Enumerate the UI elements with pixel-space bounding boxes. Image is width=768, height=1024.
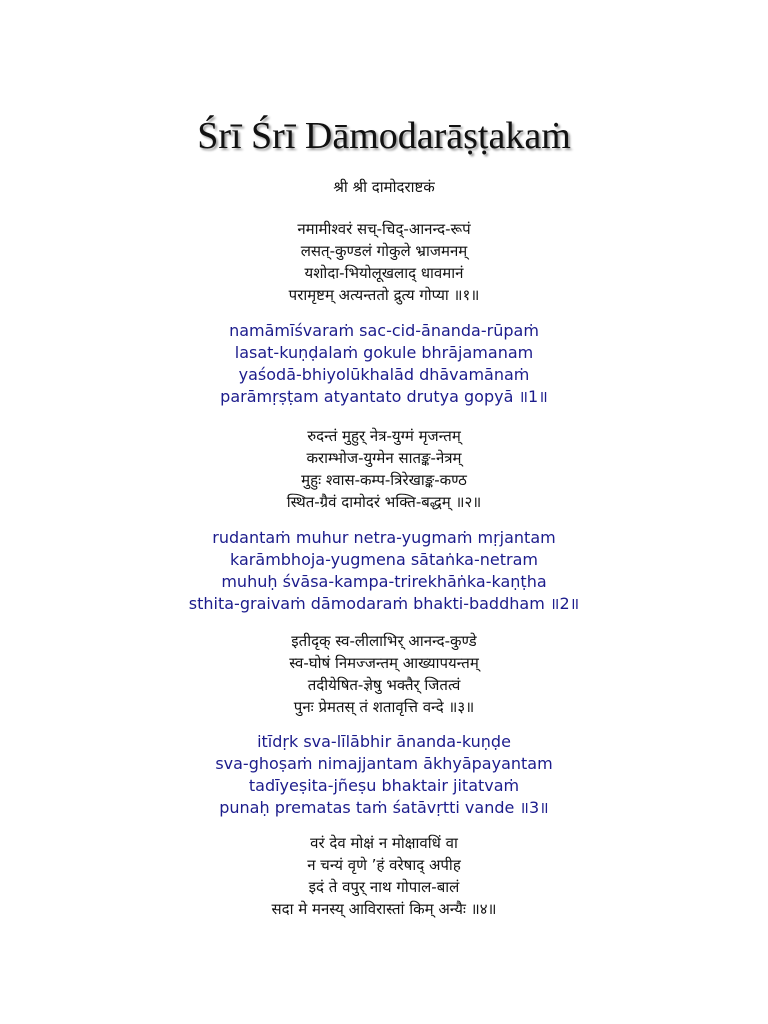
- verse-2-dev-line-4: स्थित-ग्रैवं दामोदरं भक्ति-बद्धम् ॥२॥: [286, 493, 482, 511]
- verse-1-rom-line-2: lasat-kuṇḍalaṁ gokule bhrājamanam: [234, 343, 534, 362]
- verse-1-dev-line-4: परामृष्टम् अत्यन्ततो द्रुत्य गोप्या ॥१॥: [288, 286, 480, 304]
- verse-2-dev-line-1: रुदन्तं मुहुर् नेत्र-युग्मं मृजन्तम्: [307, 427, 461, 445]
- verse-1-dev-line-2: लसत्-कुण्डलं गोकुले भ्राजमनम्: [300, 242, 468, 260]
- heading-devanagari: [0, 176, 768, 198]
- verse-1-rom-line-4: parāmṛṣṭam atyantato drutya gopyā ॥1॥: [220, 387, 548, 406]
- verse-1-devanagari: [0, 218, 768, 306]
- verse-2-rom-line-1: rudantaṁ muhur netra-yugmaṁ mṛjantam: [212, 528, 556, 547]
- verse-2-rom-line-2: karāmbhoja-yugmena sātaṅka-netram: [230, 550, 538, 569]
- verse-4-dev-line-2: न चन्यं वृणे ’हं वरेषाद् अपीह: [307, 856, 461, 874]
- verse-2-roman: [0, 527, 768, 615]
- document-title: Śrī Śrī Dāmodarāṣṭakaṁ: [197, 115, 571, 157]
- verse-3-rom-line-3: tadīyeṣita-jñeṣu bhaktair jitatvaṁ: [248, 776, 520, 795]
- verse-2-dev-line-3: मुहुः श्वास-कम्प-त्रिरेखाङ्क-कण्ठ: [301, 471, 467, 489]
- heading-devanagari-text: श्री श्री दामोदराष्टकं: [333, 178, 435, 196]
- verse-3-dev-line-1: इतीदृक् स्व-लीलाभिर् आनन्द-कुण्डे: [291, 632, 477, 650]
- verse-4-dev-line-4: सदा मे मनस्य् आविरास्तां किम् अन्यैः ॥४॥: [271, 900, 497, 918]
- verse-3-rom-line-2: sva-ghoṣaṁ nimajjantam ākhyāpayantam: [215, 754, 553, 773]
- verse-4-devanagari: [0, 832, 768, 920]
- verse-3-rom-line-1: itīdṛk sva-līlābhir ānanda-kuṇḍe: [257, 732, 511, 751]
- verse-4-dev-line-1: वरं देव मोक्षं न मोक्षावधिं वा: [310, 834, 458, 852]
- verse-3-roman: [0, 731, 768, 819]
- verse-3-dev-line-3: तदीयेषित-ज्ञेषु भक्तैर् जितत्वं: [307, 676, 461, 694]
- verse-2-dev-line-2: कराम्भोज-युग्मेन सातङ्क-नेत्रम्: [306, 449, 462, 467]
- verse-3-dev-line-4: पुनः प्रेमतस् तं शतावृत्ति वन्दे ॥३॥: [293, 698, 475, 716]
- verse-1-roman: [0, 320, 768, 408]
- verse-1-dev-line-3: यशोदा-भियोलूखलाद् धावमानं: [304, 264, 464, 282]
- verse-1-rom-line-3: yaśodā-bhiyolūkhalād dhāvamānaṁ: [238, 365, 530, 384]
- verse-3-devanagari: [0, 630, 768, 718]
- verse-2-devanagari: [0, 425, 768, 513]
- verse-3-rom-line-4: punaḥ prematas taṁ śatāvṛtti vande ॥3॥: [219, 798, 549, 817]
- verse-4-dev-line-3: इदं ते वपुर् नाथ गोपाल-बालं: [308, 878, 460, 896]
- verse-1-rom-line-1: namāmīśvaraṁ sac-cid-ānanda-rūpaṁ: [229, 321, 539, 340]
- verse-1-dev-line-1: नमामीश्वरं सच्-चिद्-आनन्द-रूपं: [297, 220, 471, 238]
- verse-3-dev-line-2: स्व-घोषं निमज्जन्तम् आख्यापयन्तम्: [289, 654, 479, 672]
- verse-2-rom-line-4: sthita-graivaṁ dāmodaraṁ bhakti-baddham ॥2॥: [188, 594, 580, 613]
- verse-2-rom-line-3: muhuḥ śvāsa-kampa-trirekhāṅka-kaṇṭha: [221, 572, 547, 591]
